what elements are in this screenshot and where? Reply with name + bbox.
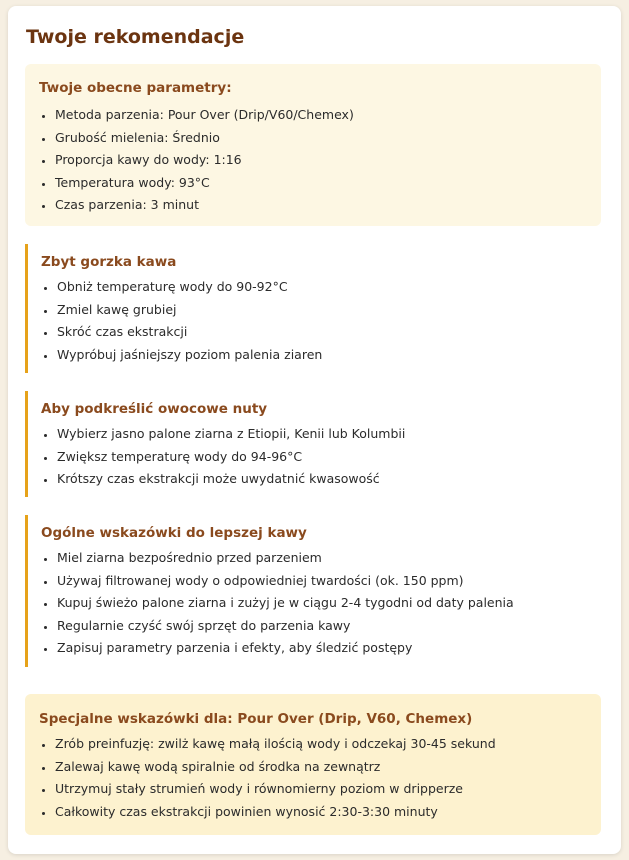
current-parameters-box	[25, 64, 601, 226]
tip-item: • Wybierz jasno palone ziarna z Etiopii, Kenii lub Kolumbii	[57, 423, 601, 446]
tip-item: • Skróć czas ekstrakcji	[57, 321, 601, 344]
recommendations-card	[8, 6, 621, 854]
parameter-item: • Czas parzenia: 3 minut	[55, 194, 587, 217]
tip-item: • Miel ziarna bezpośrednio przed parzeniem	[57, 547, 601, 570]
special-tip-item: • Zrób preinfuzję: zwilż kawę małą ilością wody i odczekaj 30-45 sekund	[55, 733, 587, 756]
tip-too-bitter	[25, 244, 601, 373]
special-tip-item: • Utrzymuj stały strumień wody i równomierny poziom w dripperze	[55, 778, 587, 801]
current-parameters-heading: Twoje obecne parametry:	[39, 80, 232, 96]
tip-list	[41, 276, 601, 366]
tip-list	[41, 547, 601, 660]
tip-item: • Regularnie czyść swój sprzęt do parzenia kawy	[57, 615, 601, 638]
page-title: Twoje rekomendacje	[26, 26, 245, 48]
parameter-item: • Metoda parzenia: Pour Over (Drip/V60/Chemex)	[55, 104, 587, 127]
special-tips-heading: Specjalne wskazówki dla: Pour Over (Drip, V60, Chemex)	[39, 711, 473, 727]
special-tips-box	[25, 694, 601, 835]
special-tips-list	[39, 733, 587, 823]
tip-heading: Ogólne wskazówki do lepszej kawy	[41, 525, 307, 541]
tip-item: • Zmiel kawę grubiej	[57, 299, 601, 322]
tip-item: • Obniż temperaturę wody do 90-92°C	[57, 276, 601, 299]
tip-item: • Używaj filtrowanej wody o odpowiedniej twardości (ok. 150 ppm)	[57, 570, 601, 593]
special-tip-item: • Całkowity czas ekstrakcji powinien wynosić 2:30-3:30 minuty	[55, 801, 587, 824]
tip-item: • Krótszy czas ekstrakcji może uwydatnić kwasowość	[57, 468, 601, 491]
tip-fruity-notes	[25, 391, 601, 497]
special-tip-item: • Zalewaj kawę wodą spiralnie od środka na zewnątrz	[55, 756, 587, 779]
tip-heading: Aby podkreślić owocowe nuty	[41, 401, 268, 417]
tip-item: • Kupuj świeżo palone ziarna i zużyj je w ciągu 2-4 tygodni od daty palenia	[57, 592, 601, 615]
tip-item: • Wypróbuj jaśniejszy poziom palenia ziaren	[57, 344, 601, 367]
parameter-item: • Grubość mielenia: Średnio	[55, 127, 587, 150]
parameter-item: • Temperatura wody: 93°C	[55, 172, 587, 195]
tip-item: • Zapisuj parametry parzenia i efekty, aby śledzić postępy	[57, 637, 601, 660]
tip-heading: Zbyt gorzka kawa	[41, 254, 177, 270]
tip-item: • Zwiększ temperaturę wody do 94-96°C	[57, 446, 601, 469]
tip-general-advice	[25, 515, 601, 667]
parameter-item: • Proporcja kawy do wody: 1:16	[55, 149, 587, 172]
tip-list	[41, 423, 601, 491]
current-parameters-list	[39, 104, 587, 217]
